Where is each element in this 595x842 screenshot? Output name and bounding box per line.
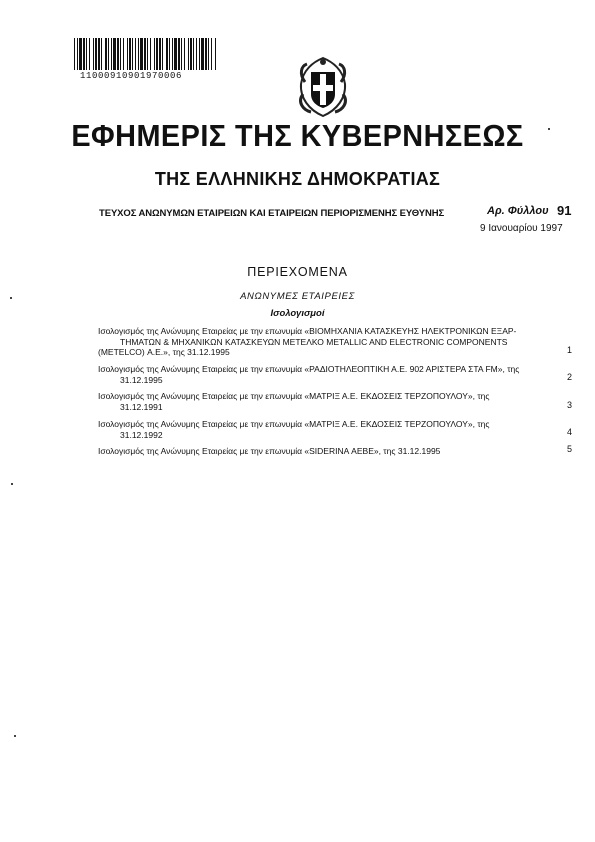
barcode-bar: [132, 38, 133, 70]
entry-page-number: 5: [567, 444, 573, 454]
entry-line: 31.12.1995: [120, 374, 163, 385]
barcode-bar: [86, 38, 87, 70]
barcode-bar: [93, 38, 94, 70]
barcode-bar: [129, 38, 131, 70]
barcode-bar: [193, 38, 194, 70]
contents-entry[interactable]: [98, 391, 550, 412]
contents-heading: ΠΕΡΙΕΧΟΜΕΝΑ: [247, 265, 348, 279]
barcode-bar: [215, 38, 216, 70]
barcode-bar: [199, 38, 200, 70]
barcode-bar: [74, 38, 75, 70]
coat-of-arms-emblem: [293, 54, 353, 120]
barcode-bar: [135, 38, 136, 70]
entry-line: Ισολογισμός της Ανώνυμης Εταιρείας με την επωνυμία «ΡΑΔΙΟΤΗΛΕΟΠΤΙΚΗ Α.Ε. 902 ΑΡΙΣΤΕΡΑ ΣΤΑ FM», της: [98, 364, 520, 374]
barcode-bar: [156, 38, 158, 70]
barcode-bar: [174, 38, 177, 70]
scan-speck: [14, 735, 16, 737]
barcode-bar: [159, 38, 161, 70]
barcode-bar: [147, 38, 148, 70]
barcode-bar: [208, 38, 209, 70]
barcode-bar: [162, 38, 163, 70]
series-label: ΤΕΥΧΟΣ ΑΝΩΝΥΜΩΝ ΕΤΑΙΡΕΙΩΝ ΚΑΙ ΕΤΑΙΡΕΙΩΝ ΠΕΡΙΟΡΙΣΜΕΝΗΣ ΕΥΘΥΝΗΣ: [99, 208, 445, 219]
barcode-bar: [140, 38, 143, 70]
barcode-bar: [127, 38, 128, 70]
barcode-bar: [190, 38, 192, 70]
barcode-bar: [211, 38, 212, 70]
contents-entry[interactable]: [98, 364, 550, 385]
barcode-bar: [89, 38, 90, 70]
barcode-bar: [79, 38, 82, 70]
barcode-bar: [77, 38, 78, 70]
barcode-bar: [201, 38, 204, 70]
entry-page-number: 4: [567, 427, 573, 437]
entry-line: (METELCO) Α.Ε.», της 31.12.1995: [98, 347, 230, 358]
entry-line: Ισολογισμός της Ανώνυμης Εταιρείας με την επωνυμία «ΒΙΟΜΗΧΑΝΙΑ ΚΑΤΑΣΚΕΥΗΣ ΗΛΕΚΤΡΟΝΙΚΩΝ ΕΞΑΡ-: [98, 326, 517, 336]
barcode-bar: [166, 38, 168, 70]
barcode-bar: [101, 38, 102, 70]
barcode-bar: [123, 38, 124, 70]
barcode-bar: [113, 38, 116, 70]
barcode-bar: [181, 38, 182, 70]
category-heading: ΑΝΩΝΥΜΕΣ ΕΤΑΙΡΕΙΕΣ: [240, 291, 355, 302]
entry-line: ΤΗΜΑΤΩΝ & ΜΗΧΑΝΙΚΩΝ ΚΑΤΑΣΚΕΥΩΝ ΜΕΤΕΛΚΟ METALLIC AND ELECTRONIC COMPONENTS: [120, 336, 508, 347]
barcode-bar: [154, 38, 155, 70]
barcode-bar: [95, 38, 97, 70]
barcode-bar: [117, 38, 119, 70]
gazette-subtitle: ΤΗΣ ΕΛΛΗΝΙΚΗΣ ΔΗΜΟΚΡΑΤΙΑΣ: [154, 169, 441, 189]
issue-label: Αρ. Φύλλου: [487, 205, 549, 217]
barcode-bar: [205, 38, 207, 70]
entry-line: 31.12.1992: [120, 429, 163, 440]
barcode-bar: [188, 38, 189, 70]
contents-entry[interactable]: [98, 419, 550, 440]
barcode-bar: [138, 38, 139, 70]
entry-line: Ισολογισμός της Ανώνυμης Εταιρείας με την επωνυμία «ΜΑΤΡΙΞ Α.Ε. ΕΚΔΟΣΕΙΣ ΤΕΡΖΟΠΟΥΛΟΥ», της: [98, 419, 490, 429]
scan-speck: [548, 128, 550, 130]
barcode-bar: [150, 38, 151, 70]
entry-line: Ισολογισμός της Ανώνυμης Εταιρείας με την επωνυμία «ΜΑΤΡΙΞ Α.Ε. ΕΚΔΟΣΕΙΣ ΤΕΡΖΟΠΟΥΛΟΥ», της: [98, 391, 490, 401]
subcategory-heading: Ισολογισμοί: [270, 308, 325, 319]
issue-number: 91: [557, 203, 572, 218]
barcode: [72, 38, 218, 70]
barcode-bar: [178, 38, 180, 70]
barcode-bar: [111, 38, 112, 70]
barcode-bar: [184, 38, 185, 70]
entry-page-number: 2: [567, 372, 573, 382]
entry-line: Ισολογισμός της Ανώνυμης Εταιρείας με την επωνυμία «SIDERINA ΑΕΒΕ», της 31.12.1995: [98, 446, 441, 456]
contents-entry[interactable]: [98, 326, 550, 358]
barcode-bar: [98, 38, 100, 70]
barcode-bar: [108, 38, 109, 70]
scan-speck: [10, 297, 12, 299]
barcode-bar: [83, 38, 85, 70]
gazette-title: ΕΦΗΜΕΡΙΣ ΤΗΣ ΚΥΒΕΡΝΗΣΕΩΣ: [71, 118, 524, 153]
barcode-bar: [169, 38, 170, 70]
barcode-bar: [196, 38, 197, 70]
issue-date: 9 Ιανουαρίου 1997: [480, 223, 563, 234]
barcode-bar: [120, 38, 121, 70]
barcode-bar: [172, 38, 173, 70]
scan-speck: [11, 483, 13, 485]
entry-page-number: 1: [567, 345, 573, 355]
entry-line: 31.12.1991: [120, 401, 163, 412]
barcode-bar: [144, 38, 146, 70]
barcode-bar: [105, 38, 107, 70]
barcode-number: 11000910901970006: [80, 71, 183, 81]
contents-entry[interactable]: [98, 446, 550, 457]
entry-page-number: 3: [567, 400, 573, 410]
